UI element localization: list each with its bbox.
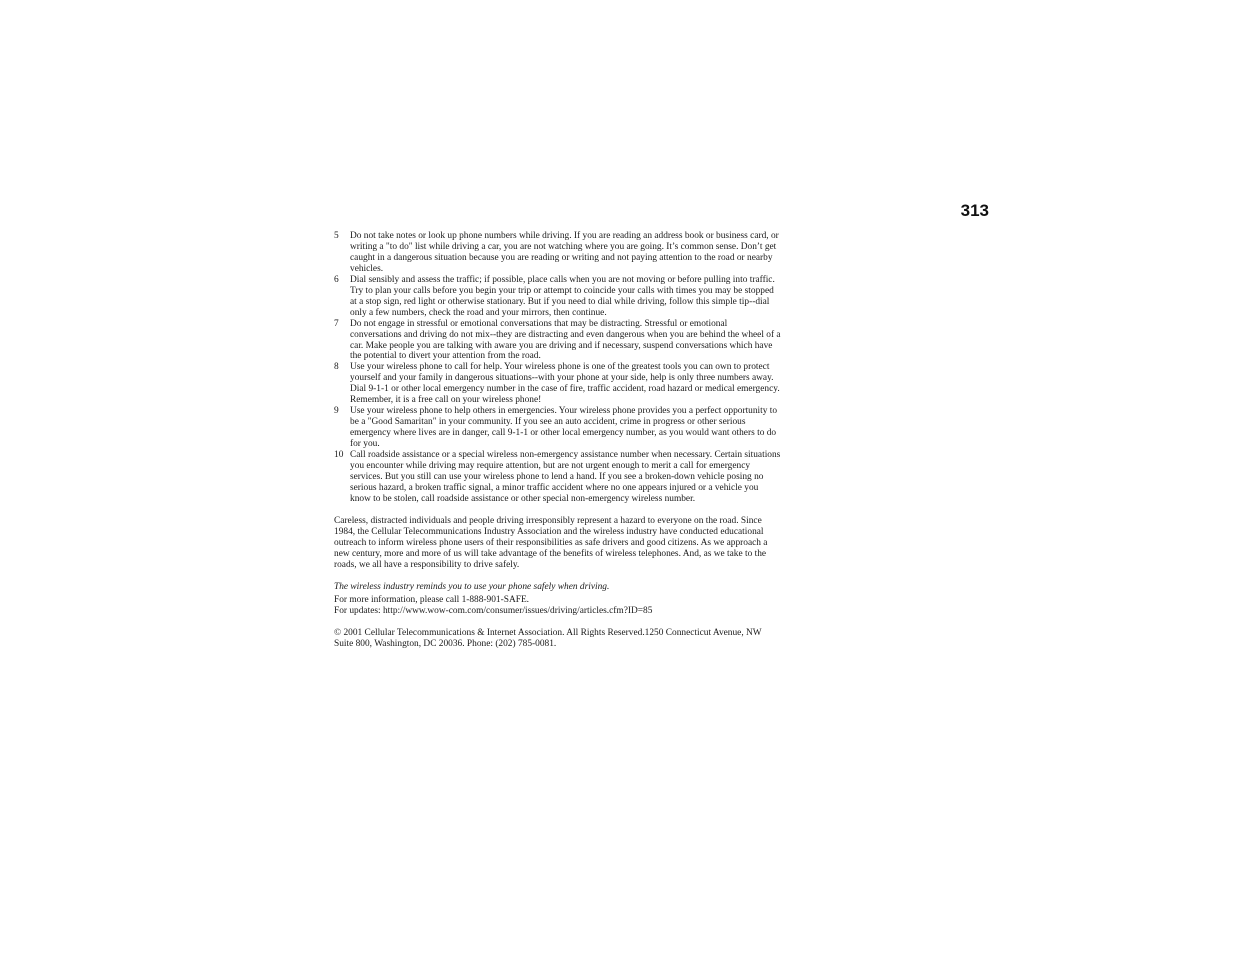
list-item-number: 9 [334,406,339,417]
page-number: 313 [960,201,989,220]
list-item [334,231,781,275]
list-item-number: 7 [334,318,339,329]
list-item-text: Dial sensibly and assess the traffic; if possible, place calls when you are not moving or before pulling into traffic. Try to plan your calls before you begin your trip or attempt to coincide your calls with times you may be stopped at a stop sign, red light or otherwise stationary. But if you need to dial while driving, follow this simple tip--dial only a few numbers, check the road and your mirrors, then continue. [350,274,775,318]
list-item-number: 8 [334,362,339,373]
summary-paragraph: Careless, distracted individuals and people driving irresponsibly represent a hazard to everyone on the road. Since 1984, the Cellular Telecommunications Industry Association and the wireless industry have conducted educational outreach to inform wireless phone users of their responsibilities as safe drivers and good citizens. As we approach a new century, more and more of us will take advantage of the benefits of wireless telephones. And, as we take to the roads, we all have a responsibility to drive safely. [334,515,768,570]
list-item-text: Call roadside assistance or a special wireless non-emergency assistance number when necessary. Certain situations you encounter while driving may require attention, but are not urgent enough to merit a call for emergency services. But you still can use your wireless phone to lend a hand. If you see a broken-down vehicle posing no serious hazard, a broken traffic signal, a minor traffic accident where no one appears injured or a vehicle you know to be stolen, call roadside assistance or other special non-emergency wireless number. [350,450,781,504]
info-updates-line: For updates: http://www.wow-com.com/consumer/issues/driving/articles.cfm?ID=85 [334,605,653,616]
list-item [334,362,781,406]
list-item-text: Do not engage in stressful or emotional conversations that may be distracting. Stressful or emotional conversations and driving do not mix--they are distracting and even dangerous when you are behind the wheel of a car. Make people you are talking with aware you are driving and if necessary, suspend conversations which have the potential to divert your attention from the road. [350,318,781,362]
list-item [334,450,781,505]
list-item-text: Use your wireless phone to help others in emergencies. Your wireless phone provides you a perfect opportunity to be a "Good Samaritan" in your community. If you see an auto accident, crime in progress or other serious emergency where lives are in danger, call 9-1-1 or other local emergency number, as you would want others to do for you. [350,406,778,450]
document-body [334,231,781,650]
list-item-text: Use your wireless phone to call for help. Your wireless phone is one of the greatest tools you can own to protect yourself and your family in dangerous situations--with your phone at your side, help is only three numbers away. Dial 9-1-1 or other local emergency number in the case of fire, traffic accident, road hazard or medical emergency. Remember, it is a free call on your wireless phone! [350,362,780,406]
info-phone-line: For more information, please call 1-888-901-SAFE. [334,594,530,605]
list-item-number: 5 [334,231,339,241]
copyright-notice: © 2001 Cellular Telecommunications & Internet Association. All Rights Reserved.1250 Connecticut Avenue, NW Suite 800, Washington, DC 20036. Phone: (202) 785-0081. [334,628,762,650]
list-item-number: 10 [334,450,344,461]
list-item-text: Do not take notes or look up phone numbers while driving. If you are reading an address book or business card, or writing a "to do" list while driving a car, you are not watching where you are going. It’s common sense. Don’t get caught in a dangerous situation because you are reading or writing and not paying attention to the road or nearby vehicles. [350,231,779,274]
safety-tagline: The wireless industry reminds you to use your phone safely when driving. [334,581,610,592]
list-item [334,319,781,363]
list-item [334,275,781,319]
list-item-number: 6 [334,274,339,285]
list-item [334,406,781,450]
safety-tips-list [334,231,781,505]
